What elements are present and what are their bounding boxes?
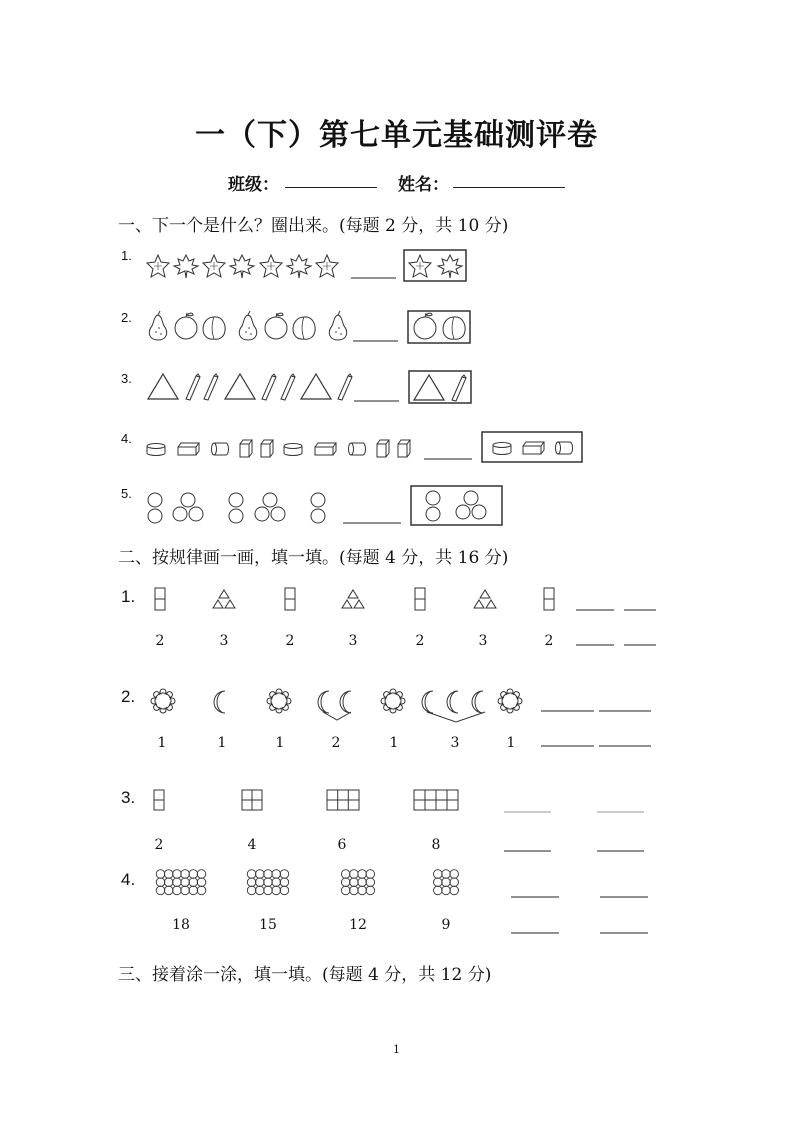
rectangle-icon: [544, 588, 554, 610]
circle-icon: [350, 886, 359, 895]
circle-icon: [156, 878, 165, 887]
moon-icon: [318, 691, 329, 713]
s2-q4-number: 15: [259, 917, 277, 933]
circle-icon: [197, 878, 206, 887]
circle-icon: [255, 886, 264, 895]
circle-icon: [255, 878, 264, 887]
page-number: 1: [393, 1043, 400, 1056]
circle-icon: [358, 886, 367, 895]
circle-icon: [366, 886, 375, 895]
circles-18-icon: [156, 870, 206, 895]
circle-icon: [442, 886, 451, 895]
s2-q4-number: 9: [441, 917, 451, 933]
circle-icon: [197, 870, 206, 879]
s2-q2-label: 2.: [121, 687, 136, 706]
circle-icon: [264, 886, 273, 895]
circles-15-icon: [247, 870, 288, 895]
s2-q1-number: 2: [285, 633, 295, 649]
s2-q4-number: 12: [349, 917, 367, 933]
circle-icon: [247, 870, 256, 879]
flower-icon: [498, 689, 522, 713]
circle-icon: [173, 870, 182, 879]
flower-icon: [267, 689, 291, 713]
circle-icon: [189, 878, 198, 887]
flower-icon: [151, 689, 175, 713]
section2-heading: 二、按规律画一画，填一填。(每题 4 分，共 16 分): [118, 548, 509, 568]
circle-icon: [434, 886, 443, 895]
s2-q1-number: 2: [155, 633, 165, 649]
circle-icon: [280, 886, 289, 895]
rectangle-icon: [155, 588, 165, 610]
s2-q1-number: 3: [348, 633, 358, 649]
circles-9-icon: [434, 870, 459, 895]
triangles-icon: [474, 590, 496, 608]
moon-icon: [340, 691, 351, 713]
circle-icon: [264, 870, 273, 879]
circle-icon: [434, 878, 443, 887]
circle-icon: [164, 886, 173, 895]
moon-icon: [214, 691, 225, 713]
circle-icon: [156, 870, 165, 879]
s2-q1-number: 3: [219, 633, 229, 649]
s2-q2-number: 1: [157, 735, 167, 751]
rectangle-icon: [415, 588, 425, 610]
circle-icon: [181, 870, 190, 879]
s2-q1-number: 3: [478, 633, 488, 649]
s2-q3-number: 6: [337, 837, 347, 853]
s2-q1-number: 2: [415, 633, 425, 649]
s2-q2-number: 2: [331, 735, 341, 751]
grid-6-icon: [327, 790, 359, 810]
class-label: 班级：: [228, 175, 279, 195]
s1-q1-label: 1.: [121, 248, 132, 263]
section1-heading: 一、下一个是什么？圈出来。(每题 2 分，共 10 分): [118, 216, 509, 236]
circle-icon: [450, 878, 459, 887]
circle-icon: [358, 870, 367, 879]
moon-icon: [447, 691, 458, 713]
rectangle-icon: [285, 588, 295, 610]
circle-icon: [264, 878, 273, 887]
s2-q4-label: 4.: [121, 870, 136, 889]
circle-icon: [272, 878, 281, 887]
circle-icon: [341, 886, 350, 895]
s2-q3-label: 3.: [121, 788, 136, 807]
circle-icon: [280, 878, 289, 887]
circle-icon: [189, 870, 198, 879]
s2-q2-number: 1: [506, 735, 516, 751]
circle-icon: [350, 878, 359, 887]
circle-icon: [350, 870, 359, 879]
s2-q2-number: 3: [450, 735, 460, 751]
circle-icon: [450, 870, 459, 879]
circle-icon: [272, 870, 281, 879]
s1-q2-label: 2.: [121, 310, 132, 325]
circle-icon: [442, 870, 451, 879]
group-bracket: [427, 712, 485, 722]
moon-icon: [472, 691, 483, 713]
s2-q1-number: 2: [544, 633, 554, 649]
circle-icon: [358, 878, 367, 887]
flower-icon: [381, 689, 405, 713]
s2-q3-number: 4: [247, 837, 257, 853]
circle-icon: [366, 878, 375, 887]
circle-icon: [272, 886, 281, 895]
circle-icon: [173, 886, 182, 895]
grid-8-icon: [414, 790, 458, 810]
section3-heading: 三、接着涂一涂，填一填。(每题 4 分，共 12 分): [118, 965, 492, 985]
name-label: 姓名：: [398, 175, 449, 195]
triangles-icon: [213, 590, 235, 608]
circle-icon: [156, 886, 165, 895]
circle-icon: [164, 878, 173, 887]
s2-q3-number: 8: [431, 837, 441, 853]
triangles-icon: [342, 590, 364, 608]
circle-icon: [366, 870, 375, 879]
moon-icon: [422, 691, 433, 713]
circle-icon: [181, 886, 190, 895]
circle-icon: [247, 886, 256, 895]
grid-2-icon: [154, 790, 164, 810]
s2-q1-label: 1.: [121, 587, 136, 606]
circles-12-icon: [341, 870, 374, 895]
circle-icon: [434, 870, 443, 879]
circle-icon: [341, 870, 350, 879]
circle-icon: [442, 878, 451, 887]
page-title: 一（下）第七单元基础测评卷: [195, 118, 598, 153]
s1-q5-label: 5.: [121, 486, 132, 501]
circle-icon: [280, 870, 289, 879]
circle-icon: [189, 886, 198, 895]
circle-icon: [164, 870, 173, 879]
circle-icon: [450, 886, 459, 895]
circle-icon: [173, 878, 182, 887]
s2-q2-number: 1: [389, 735, 399, 751]
s1-q4-label: 4.: [121, 431, 132, 446]
s2-q2-number: 1: [275, 735, 285, 751]
circle-icon: [181, 878, 190, 887]
circle-icon: [247, 878, 256, 887]
circle-icon: [197, 886, 206, 895]
s1-q3-label: 3.: [121, 371, 132, 386]
s2-q4-number: 18: [172, 917, 190, 933]
s2-q2-number: 1: [217, 735, 227, 751]
grid-4-icon: [242, 790, 262, 810]
circle-icon: [255, 870, 264, 879]
circle-icon: [341, 878, 350, 887]
s2-q3-number: 2: [154, 837, 164, 853]
